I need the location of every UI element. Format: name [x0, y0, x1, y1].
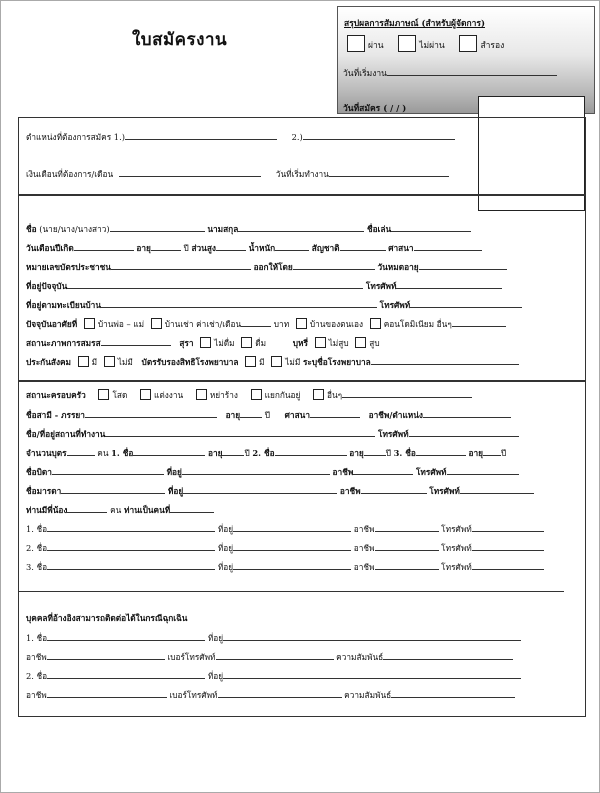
birthdate-field[interactable]	[74, 243, 134, 251]
age-field[interactable]	[151, 243, 181, 251]
phone-label: โทรศัพท์	[365, 281, 397, 291]
ss-no-label: ไม่มี	[117, 357, 133, 367]
separated-checkbox[interactable]	[251, 389, 262, 400]
sibling2-address-field[interactable]	[233, 543, 351, 551]
workplace-phone-label: โทรศัพท์	[378, 429, 409, 439]
divorced-checkbox[interactable]	[196, 389, 207, 400]
mother-label: ชื่อมารดา	[26, 486, 62, 496]
children-unit: คน	[97, 448, 109, 458]
sibling2-phone-label: โทรศัพท์	[441, 543, 472, 553]
family-status-label: สถานะครอบครัว	[26, 390, 86, 400]
hc-no-label: ไม่มี	[285, 357, 301, 367]
sibling2-occupation-label: อาชีพ	[353, 543, 375, 553]
sibling3-phone-label: โทรศัพท์	[441, 562, 472, 572]
registered-phone-label: โทรศัพท์	[379, 300, 411, 310]
reserve-checkbox[interactable]	[459, 35, 477, 52]
children-row	[26, 446, 506, 460]
nickname-field[interactable]	[391, 224, 471, 232]
birth-row	[26, 241, 482, 255]
mother-occupation-label: อาชีพ	[339, 486, 361, 496]
spouse-religion-field[interactable]	[310, 410, 360, 418]
name-label: ชื่อ	[26, 224, 37, 234]
sibling2-field[interactable]	[47, 543, 215, 551]
spouse-field[interactable]	[85, 410, 217, 418]
residence-condo-checkbox[interactable]	[370, 318, 381, 329]
father-field[interactable]	[52, 467, 164, 475]
residence-label: ปัจจุบันอาศัยที่	[26, 319, 78, 329]
residence-own-checkbox[interactable]	[296, 318, 307, 329]
mother-phone-label: โทรศัพท์	[429, 486, 460, 496]
fail-checkbox[interactable]	[398, 35, 416, 52]
work-start-field[interactable]	[329, 169, 449, 177]
contact2-phone-label: เบอร์โทรศัพท์	[169, 690, 218, 700]
contact1-detail-row	[26, 650, 513, 664]
child2-field[interactable]	[275, 448, 347, 456]
married-checkbox[interactable]	[140, 389, 151, 400]
spouse-row	[26, 408, 511, 422]
hospital-card-label: บัตรรับรองสิทธิโรงพยาบาล	[141, 357, 239, 367]
child1-label: 1. ชื่อ	[111, 448, 134, 458]
residence-row	[26, 317, 506, 331]
no-smoke-label: ไม่สูบ	[328, 338, 349, 348]
spouse-occupation-label: อาชีพ/ตำแหน่ง	[368, 410, 423, 420]
nationality-label: สัญชาติ	[311, 243, 340, 253]
child3-year: ปี	[500, 448, 507, 458]
sibling3-field[interactable]	[47, 562, 215, 570]
workplace-label: ชื่อ/ที่อยู่สถานที่ทำงาน	[26, 429, 106, 439]
contact2-relation-label: ความสัมพันธ์	[344, 690, 392, 700]
spouse-religion-label: ศาสนา	[284, 410, 310, 420]
divorced-label: หย่าร้าง	[209, 390, 238, 400]
child1-field[interactable]	[133, 448, 205, 456]
contact1-phone-field[interactable]	[216, 652, 334, 660]
current-address-label: ที่อยู่ปัจจุบัน	[26, 281, 68, 291]
smoke-checkbox[interactable]	[355, 337, 366, 348]
religion-label: ศาสนา	[388, 243, 414, 253]
no-drink-label: ไม่ดื่ม	[214, 338, 235, 348]
position1-field[interactable]	[125, 132, 277, 140]
father-phone-label: โทรศัพท์	[415, 467, 447, 477]
name-row	[26, 222, 471, 236]
registered-address-row	[26, 298, 522, 312]
surname-label: นามสกุล	[207, 224, 239, 234]
sibling1-occupation-field[interactable]	[375, 524, 439, 532]
residence-other-field[interactable]	[452, 319, 506, 327]
single-label: โสด	[112, 390, 128, 400]
contact1-name-row	[26, 631, 521, 645]
smoke-label: บุหรี่	[292, 338, 308, 348]
personal-section	[18, 195, 586, 381]
contact2-relation-field[interactable]	[391, 690, 515, 698]
hc-yes-label: มี	[259, 357, 265, 367]
other-status-field[interactable]	[342, 390, 472, 398]
sibling3-address-label: ที่อยู่	[217, 562, 234, 572]
spouse-year-label: ปี	[264, 410, 271, 420]
child2-year: ปี	[385, 448, 392, 458]
siblings-label: ท่านมีพี่น้อง	[26, 505, 68, 515]
sibling3-occupation-field[interactable]	[375, 562, 439, 570]
father-label: ชื่อบิดา	[26, 467, 52, 477]
children-count-field[interactable]	[67, 448, 95, 456]
contact1-field[interactable]	[47, 633, 205, 641]
baht-label: บาท	[273, 319, 290, 329]
married-label: แต่งงาน	[154, 390, 184, 400]
family-status-row	[26, 388, 472, 402]
contact1-occupation-field[interactable]	[47, 652, 165, 660]
contact1-label: 1. ชื่อ	[26, 633, 48, 643]
father-address-label: ที่อยู่	[166, 467, 182, 477]
height-label: ส่วนสูง	[191, 243, 216, 253]
residence-rent-label: บ้านเช่า ค่าเช่า/เดือน	[164, 319, 242, 329]
residence-parents-checkbox[interactable]	[84, 318, 95, 329]
child1-year: ปี	[244, 448, 250, 458]
form-title: ใบสมัครงาน	[132, 30, 228, 50]
siblings-unit: คน	[110, 505, 122, 515]
child3-field[interactable]	[416, 448, 466, 456]
issued-by-label: ออกให้โดย	[253, 262, 293, 272]
name-prefix: (นาย/นาง/นางสาว)	[39, 224, 110, 234]
weight-field[interactable]	[275, 243, 309, 251]
child3-label: 3. ชื่อ	[393, 448, 416, 458]
ss-no-checkbox[interactable]	[104, 356, 115, 367]
sibling1-field[interactable]	[47, 524, 215, 532]
position2-field[interactable]	[303, 132, 455, 140]
residence-condo-label: คอนโดมิเนียม อื่นๆ	[383, 319, 452, 329]
sibling2-occupation-field[interactable]	[375, 543, 439, 551]
mother-address-field[interactable]	[183, 486, 337, 494]
expiry-label: วันหมดอายุ	[377, 262, 419, 272]
emergency-section	[18, 591, 586, 717]
father-occupation-label: อาชีพ	[332, 467, 354, 477]
start-date-field[interactable]	[387, 68, 557, 76]
no-drink-checkbox[interactable]	[200, 337, 211, 348]
sibling-row-3	[26, 560, 544, 574]
contact1-phone-label: เบอร์โทรศัพท์	[167, 652, 216, 662]
child3-age-label: อายุ	[468, 448, 483, 458]
drink-label: ดื่ม	[255, 338, 267, 348]
other-status-label: อื่นๆ	[327, 390, 343, 400]
contact2-address-label: ที่อยู่	[207, 671, 224, 681]
registered-address-label: ที่อยู่ตามทะเบียนบ้าน	[26, 300, 101, 310]
interview-heading: สรุปผลการสัมภาษณ์ (สำหรับผู้จัดการ)	[344, 19, 485, 29]
siblings-row	[26, 503, 214, 517]
rent-field[interactable]	[241, 319, 271, 327]
id-card-field[interactable]	[111, 262, 251, 270]
birthdate-label: วันเดือนปีเกิด	[26, 243, 74, 253]
salary-field[interactable]	[119, 169, 261, 177]
smoke-option-label: สูบ	[369, 338, 380, 348]
nickname-label: ชื่อเล่น	[366, 224, 392, 234]
contact1-relation-field[interactable]	[383, 652, 513, 660]
reserve-label: สำรอง	[480, 41, 505, 51]
nationality-field[interactable]	[340, 243, 386, 251]
residence-rent-checkbox[interactable]	[151, 318, 162, 329]
id-card-label: หมายเลขบัตรประชาชน	[26, 262, 111, 272]
start-date-row	[343, 66, 557, 80]
sibling3-occupation-label: อาชีพ	[353, 562, 375, 572]
sibling-order-field[interactable]	[170, 505, 214, 513]
health-row	[26, 336, 380, 350]
child1-age-label: อายุ	[207, 448, 223, 458]
job-section	[18, 117, 586, 195]
father-address-field[interactable]	[182, 467, 330, 475]
drink-checkbox[interactable]	[241, 337, 252, 348]
child1-age-field[interactable]	[222, 448, 244, 456]
salary-row	[26, 167, 449, 181]
contact2-name-row	[26, 669, 521, 683]
sibling1-phone-field[interactable]	[472, 524, 544, 532]
salary-label: เงินเดือนที่ต้องการ/เดือน	[26, 169, 114, 179]
spouse-age-field[interactable]	[240, 410, 262, 418]
marital-health-label: สถานะภาพการสมรส	[26, 338, 101, 348]
position-row	[26, 130, 455, 144]
spouse-occupation-field[interactable]	[423, 410, 511, 418]
mother-row	[26, 484, 534, 498]
sibling-order-label: ท่านเป็นคนที่	[123, 505, 171, 515]
spouse-label: ชื่อสามี - ภรรยา	[26, 410, 85, 420]
contact2-field[interactable]	[47, 671, 205, 679]
emergency-heading: บุคคลที่อ้างอิงสามารถติดต่อได้ในกรณีฉุกเฉิน	[26, 613, 188, 623]
religion-field[interactable]	[414, 243, 482, 251]
name-field[interactable]	[110, 224, 205, 232]
contact2-phone-field[interactable]	[218, 690, 342, 698]
child2-age-field[interactable]	[364, 448, 386, 456]
sibling3-address-field[interactable]	[233, 562, 351, 570]
mother-phone-field[interactable]	[460, 486, 534, 494]
work-start-label: วันที่เริ่มทำงาน	[275, 169, 329, 179]
no-smoke-checkbox[interactable]	[315, 337, 326, 348]
contact2-detail-row	[26, 688, 515, 702]
sibling-row-1	[26, 522, 544, 536]
sibling1-label: 1. ชื่อ	[26, 524, 48, 534]
pass-label: ผ่าน	[368, 41, 384, 51]
current-address-field[interactable]	[67, 281, 363, 289]
height-field[interactable]	[216, 243, 246, 251]
hc-no-checkbox[interactable]	[271, 356, 282, 367]
issued-by-field[interactable]	[293, 262, 375, 270]
weight-label: น้ำหนัก	[248, 243, 276, 253]
mother-address-label: ที่อยู่	[167, 486, 184, 496]
hospital-name-field[interactable]	[371, 357, 519, 365]
age-label: อายุ	[136, 243, 151, 253]
phone-field[interactable]	[396, 281, 502, 289]
sibling2-address-label: ที่อยู่	[217, 543, 234, 553]
single-checkbox[interactable]	[98, 389, 109, 400]
mother-field[interactable]	[61, 486, 165, 494]
children-count-label: จำนวนบุตร	[26, 448, 67, 458]
father-row	[26, 465, 519, 479]
workplace-field[interactable]	[105, 429, 375, 437]
emergency-heading-row	[26, 611, 187, 625]
other-status-checkbox[interactable]	[313, 389, 324, 400]
registered-phone-field[interactable]	[410, 300, 522, 308]
child2-label: 2. ชื่อ	[252, 448, 275, 458]
father-phone-field[interactable]	[447, 467, 519, 475]
sibling2-phone-field[interactable]	[472, 543, 544, 551]
sibling1-occupation-label: อาชีพ	[353, 524, 375, 534]
sibling-row-2	[26, 541, 544, 555]
position2-label: 2.)	[291, 132, 303, 142]
contact1-relation-label: ความสัมพันธ์	[336, 652, 384, 662]
sibling3-label: 3. ชื่อ	[26, 562, 48, 572]
current-address-row	[26, 279, 502, 293]
sibling2-label: 2. ชื่อ	[26, 543, 48, 553]
child2-age-label: อายุ	[349, 448, 364, 458]
child3-age-field[interactable]	[483, 448, 501, 456]
interview-options	[343, 35, 512, 52]
hospital-name-label: ระบุชื่อโรงพยาบาล	[302, 357, 371, 367]
spouse-age-label: อายุ	[225, 410, 241, 420]
insurance-row	[26, 355, 519, 369]
sibling1-address-field[interactable]	[233, 524, 351, 532]
sibling1-address-label: ที่อยู่	[217, 524, 234, 534]
liquor-label: สุรา	[179, 338, 194, 348]
contact1-occupation-label: อาชีพ	[26, 652, 47, 662]
contact1-address-field[interactable]	[223, 633, 521, 641]
siblings-field[interactable]	[67, 505, 107, 513]
mother-occupation-field[interactable]	[361, 486, 427, 494]
workplace-row	[26, 427, 519, 441]
pass-checkbox[interactable]	[347, 35, 365, 52]
residence-parents-label: บ้านพ่อ – แม่	[97, 319, 145, 329]
separated-label: แยกกันอยู่	[264, 390, 301, 400]
surname-field[interactable]	[238, 224, 364, 232]
sibling1-phone-label: โทรศัพท์	[441, 524, 472, 534]
hc-yes-checkbox[interactable]	[245, 356, 256, 367]
social-security-label: ประกันสังคม	[26, 357, 72, 367]
id-row	[26, 260, 507, 274]
contact1-address-label: ที่อยู่	[207, 633, 224, 643]
registered-address-field[interactable]	[101, 300, 377, 308]
marital-health-field[interactable]	[101, 338, 171, 346]
apply-date-label: วันที่สมัคร ( / / )	[343, 104, 407, 114]
contact2-occupation-label: อาชีพ	[26, 690, 47, 700]
contact2-address-field[interactable]	[223, 671, 521, 679]
ss-yes-label: มี	[91, 357, 98, 367]
workplace-phone-field[interactable]	[409, 429, 519, 437]
father-occupation-field[interactable]	[353, 467, 413, 475]
expiry-field[interactable]	[419, 262, 507, 270]
fail-label: ไม่ผ่าน	[419, 41, 445, 51]
residence-own-label: บ้านของตนเอง	[309, 319, 364, 329]
sibling3-phone-field[interactable]	[472, 562, 544, 570]
position-label: ตำแหน่งที่ต้องการสมัคร 1.)	[26, 132, 125, 142]
family-section	[18, 381, 586, 591]
contact2-occupation-field[interactable]	[47, 690, 167, 698]
start-date-label: วันที่เริ่มงาน	[343, 69, 387, 79]
ss-yes-checkbox[interactable]	[78, 356, 89, 367]
year-label: ปี	[183, 243, 189, 253]
contact2-label: 2. ชื่อ	[26, 671, 48, 681]
